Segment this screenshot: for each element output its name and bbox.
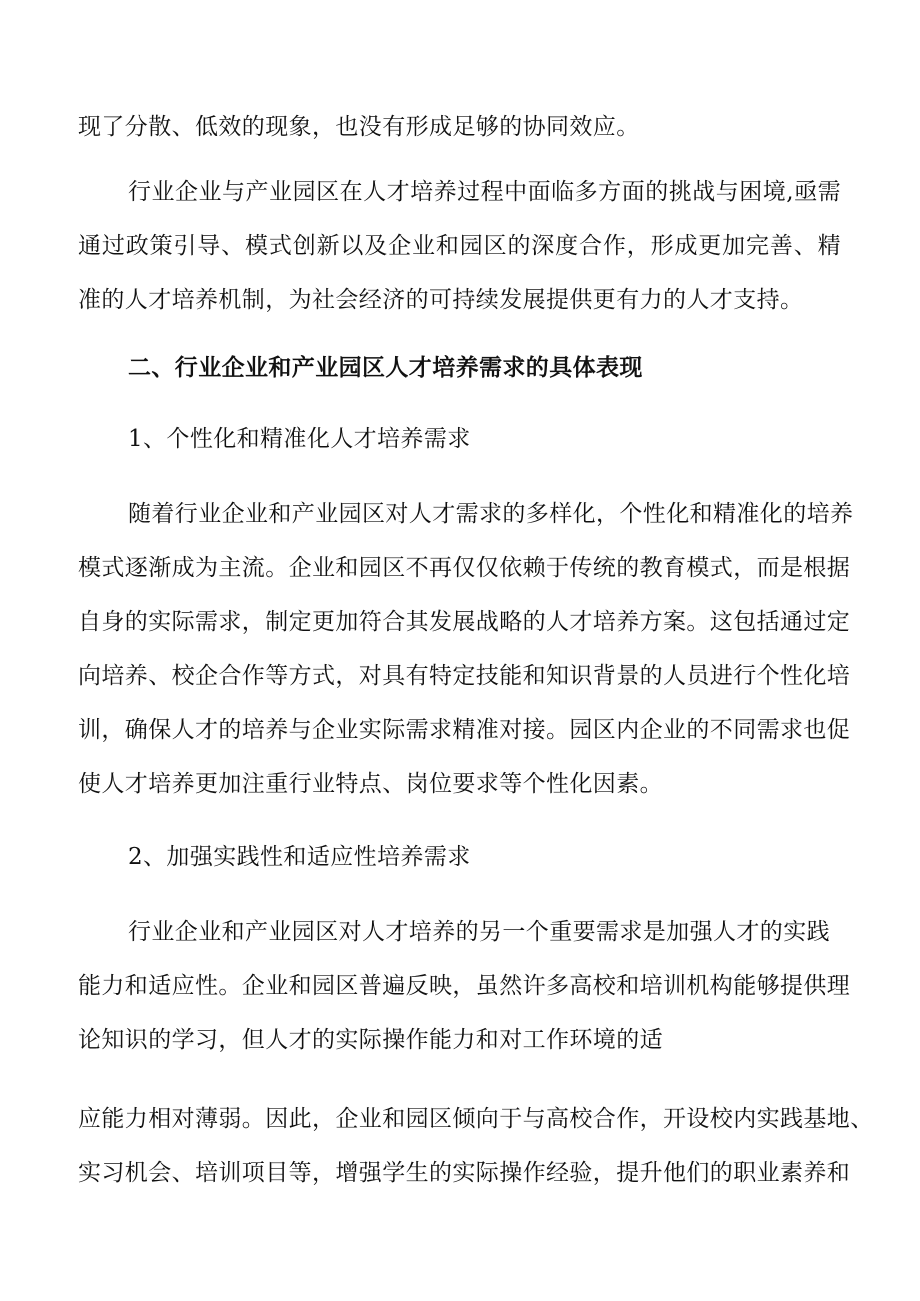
body-text-line: 能力和适应性。企业和园区普遍反映，虽然许多高校和培训机构能够提供理 <box>78 973 851 999</box>
body-text-line: 通过政策引导、模式创新以及企业和园区的深度合作，形成更加完善、精 <box>78 233 841 259</box>
body-text-line: 实习机会、培训项目等，增强学生的实际操作经验，提升他们的职业素养和 <box>78 1160 851 1186</box>
body-text-line: 随着行业企业和产业园区对人才需求的多样化，个性化和精准化的培养 <box>128 501 854 527</box>
body-text-line: 使人才培养更加注重行业特点、岗位要求等个性化因素。 <box>78 771 663 797</box>
body-text-line: 论知识的学习，但人才的实际操作能力和对工作环境的适 <box>78 1027 663 1053</box>
section-heading: 二、行业企业和产业园区人才培养需求的具体表现 <box>128 354 643 381</box>
body-text-line: 向培养、校企合作等方式，对具有特定技能和知识背景的人员进行个性化培 <box>78 663 851 689</box>
subsection-heading: 2、加强实践性和适应性培养需求 <box>128 844 471 870</box>
body-text-line: 准的人才培养机制，为社会经济的可持续发展提供更有力的人才支持。 <box>78 287 804 313</box>
body-text-line: 现了分散、低效的现象，也没有形成足够的协同效应。 <box>78 114 640 140</box>
subsection-heading: 1、个性化和精准化人才培养需求 <box>128 426 471 452</box>
body-text-line: 自身的实际需求，制定更加符合其发展战略的人才培养方案。这包括通过定 <box>78 609 851 635</box>
body-text-line: 应能力相对薄弱。因此，企业和园区倾向于与高校合作，开设校内实践基地、 <box>78 1106 874 1132</box>
body-text-line: 模式逐渐成为主流。企业和园区不再仅仅依赖于传统的教育模式，而是根据 <box>78 555 851 581</box>
body-text-line: 训，确保人才的培养与企业实际需求精准对接。园区内企业的不同需求也促 <box>78 717 851 743</box>
body-text-line: 行业企业和产业园区对人才培养的另一个重要需求是加强人才的实践 <box>128 919 830 945</box>
body-text-line: 行业企业与产业园区在人才培养过程中面临多方面的挑战与困境,亟需 <box>128 179 841 205</box>
